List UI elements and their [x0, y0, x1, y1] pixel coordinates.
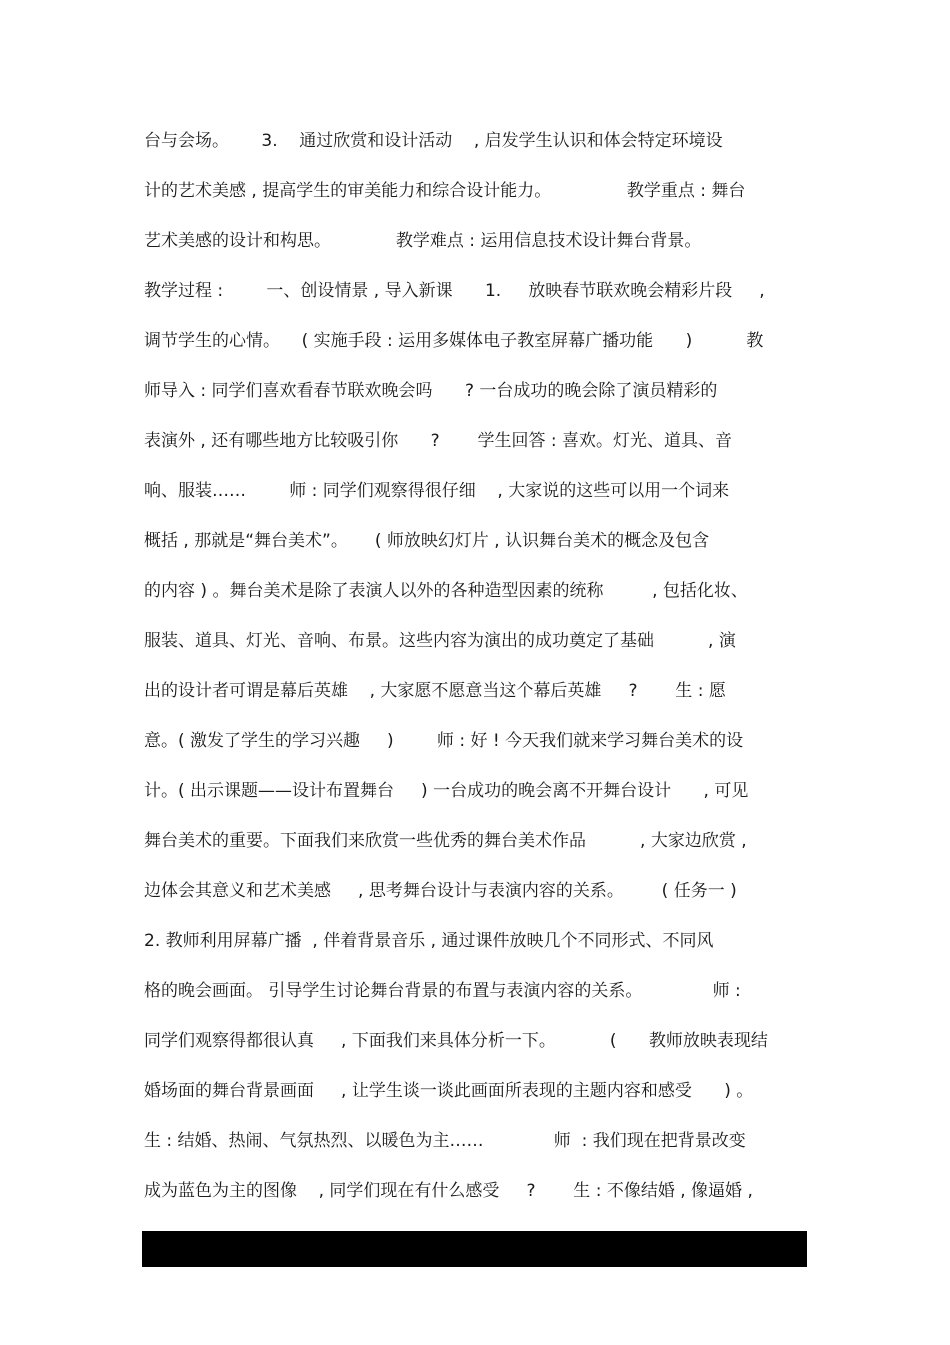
text-line: 的内容 ) 。舞台美术是除了表演人以外的各种造型因素的统称 , 包括化妆、: [144, 581, 748, 601]
text-line: 计的艺术美感 , 提高学生的审美能力和综合设计能力。 教学重点 : 舞台: [144, 181, 746, 201]
text-line: 表演外 , 还有哪些地方比较吸引你 ? 学生回答 : 喜欢。灯光、道具、音: [144, 431, 733, 451]
text-line: 生 : 结婚、热闹、气氛热烈、以暖色为主…… 师 : 我们现在把背景改变: [144, 1131, 746, 1151]
text-line: 舞台美术的重要。下面我们来欣赏一些优秀的舞台美术作品 , 大家边欣赏 ,: [144, 831, 747, 851]
text-line: 出的设计者可谓是幕后英雄 , 大家愿不愿意当这个幕后英雄 ? 生 : 愿: [144, 681, 726, 701]
text-line: 艺术美感的设计和构思。 教学难点 : 运用信息技术设计舞台背景。: [144, 231, 702, 251]
text-line: 调节学生的心情。 ( 实施手段 : 运用多媒体电子教室屏幕广播功能 ) 教: [144, 331, 764, 351]
footer-black-bar: [142, 1231, 807, 1267]
text-line: 响、服装…… 师 : 同学们观察得很仔细 , 大家说的这些可以用一个词来: [144, 481, 730, 501]
text-line: 计。( 出示课题——设计布置舞台 ) 一台成功的晚会离不开舞台设计 , 可见: [144, 781, 749, 801]
text-line: 师导入 : 同学们喜欢看春节联欢晚会吗 ? 一台成功的晚会除了演员精彩的: [144, 381, 718, 401]
text-line: 教学过程 : 一、创设情景 , 导入新课 1. 放映春节联欢晚会精彩片段 ,: [144, 281, 765, 301]
text-line: 意。( 激发了学生的学习兴趣 ) 师 : 好 ! 今天我们就来学习舞台美术的设: [144, 731, 744, 751]
text-line: 格的晚会画面。 引导学生讨论舞台背景的布置与表演内容的关系。 师 :: [144, 981, 741, 1001]
text-line: 台与会场。 3. 通过欣赏和设计活动 , 启发学生认识和体会特定环境设: [144, 131, 723, 151]
text-line: 婚场面的舞台背景画面 , 让学生谈一谈此画面所表现的主题内容和感受 ) 。: [144, 1081, 754, 1101]
text-line: 2. 教师利用屏幕广播 , 伴着背景音乐 , 通过课件放映几个不同形式、不同风: [144, 931, 714, 951]
text-line: 同学们观察得都很认真 , 下面我们来具体分析一下。 ( 教师放映表现结: [144, 1031, 768, 1051]
text-line: 边体会其意义和艺术美感 , 思考舞台设计与表演内容的关系。 ( 任务一 ): [144, 881, 737, 901]
document-body: [144, 126, 808, 1226]
text-line: 成为蓝色为主的图像 , 同学们现在有什么感受 ? 生 : 不像结婚 , 像逼婚 ,: [144, 1181, 753, 1201]
text-line: 概括 , 那就是“舞台美术”。 ( 师放映幻灯片 , 认识舞台美术的概念及包含: [144, 531, 710, 551]
text-line: 服装、道具、灯光、音响、布景。这些内容为演出的成功奠定了基础 , 演: [144, 631, 736, 651]
